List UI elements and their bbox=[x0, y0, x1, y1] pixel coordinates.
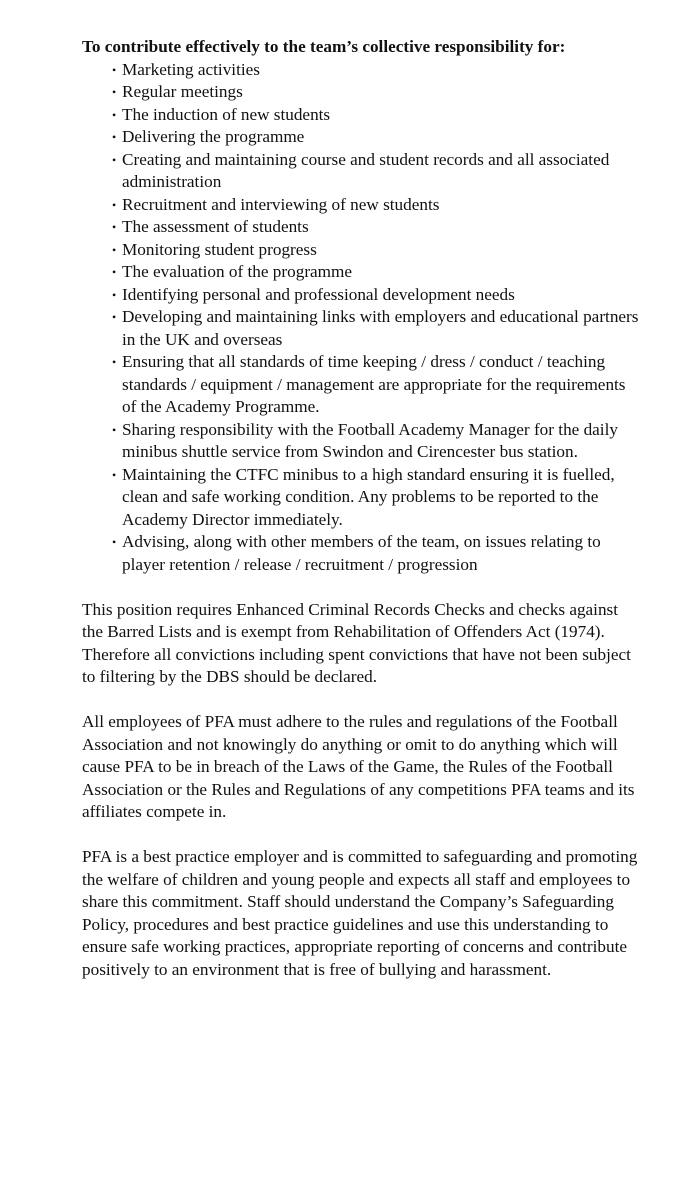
list-item bbox=[82, 59, 642, 82]
list-item-text: Ensuring that all standards of time keeping / dress / conduct / teaching standards / equipment / management are appropriate for the requirements of the Academy Programme. bbox=[122, 352, 626, 416]
list-item bbox=[82, 351, 642, 419]
list-item-text: Maintaining the CTFC minibus to a high standard ensuring it is fuelled, clean and safe working condition. Any problems to be reported to the Academy Director immediately. bbox=[122, 464, 615, 529]
list-item bbox=[82, 419, 642, 464]
bullet-icon: • bbox=[112, 535, 117, 549]
list-item bbox=[82, 194, 642, 217]
list-item-text: Monitoring student progress bbox=[122, 239, 317, 259]
bullet-icon: • bbox=[112, 152, 117, 167]
list-item bbox=[82, 306, 642, 351]
list-item-text: Identifying personal and professional development needs bbox=[122, 284, 515, 304]
list-item-text: Sharing responsibility with the Football Academy Manager for the daily minibus shuttle service from Swindon and Cirencester bus station. bbox=[122, 419, 618, 461]
list-item bbox=[82, 464, 642, 532]
bullet-icon: • bbox=[112, 467, 117, 482]
criminal-records-paragraph: This position requires Enhanced Criminal Records Checks and checks against the Barred Lists and is exempt from Rehabilitation of Offenders Act (1974). Therefore all convictions including spent convictions that have not been subject to filtering by the DBS should be declared. bbox=[82, 599, 631, 686]
bullet-icon: • bbox=[112, 242, 117, 257]
list-item bbox=[82, 126, 642, 149]
bullet-icon: • bbox=[112, 355, 117, 369]
safeguarding-paragraph: PFA is a best practice employer and is committed to safeguarding and promoting the welfare of children and young people and expects all staff and employees to share this commitment. Staff should understand the Company’s Safeguarding Policy, procedures and best practice guidelines and use this understanding to ensure safe working practices, appropriate reporting of concerns and contribute positively to an environment that is free of bullying and harassment. bbox=[82, 847, 638, 979]
list-item bbox=[82, 531, 642, 576]
list-item bbox=[82, 216, 642, 239]
bullet-icon: • bbox=[112, 85, 117, 99]
list-item bbox=[82, 104, 642, 127]
list-item-text: The evaluation of the programme bbox=[122, 262, 353, 281]
bullet-icon: • bbox=[112, 265, 117, 279]
list-item bbox=[82, 239, 642, 262]
list-item-text: Regular meetings bbox=[122, 82, 243, 101]
list-item-text: Advising, along with other members of the team, on issues relating to player retention / release / recruitment / progression bbox=[122, 532, 601, 574]
fa-rules-paragraph: All employees of PFA must adhere to the rules and regulations of the Football Association and not knowingly do anything or omit to do anything which will cause PFA to be in breach of the Laws of the Game, the Rules of the Football Association or the Rules and Regulations of any competitions PFA teams and its affiliates compete in. bbox=[82, 712, 635, 821]
list-item-text: Delivering the programme bbox=[122, 127, 305, 146]
bullet-icon: • bbox=[112, 220, 117, 234]
bullet-icon: • bbox=[112, 197, 117, 212]
list-item-text: Creating and maintaining course and student records and all associated administration bbox=[122, 149, 610, 191]
bullet-icon: • bbox=[112, 130, 117, 144]
list-item-text: The assessment of students bbox=[122, 217, 309, 236]
duties-list bbox=[82, 59, 642, 577]
list-item bbox=[82, 284, 642, 307]
bullet-icon: • bbox=[112, 62, 117, 77]
bullet-icon: • bbox=[112, 310, 117, 324]
list-item bbox=[82, 149, 642, 194]
list-item-text: Marketing activities bbox=[122, 59, 260, 79]
document-page bbox=[82, 36, 642, 981]
list-item bbox=[82, 81, 642, 104]
list-item-text: Recruitment and interviewing of new students bbox=[122, 194, 440, 214]
list-item bbox=[82, 261, 642, 284]
bullet-icon: • bbox=[112, 107, 117, 122]
list-item-text: Developing and maintaining links with employers and educational partners in the UK and overseas bbox=[122, 307, 639, 349]
list-item-text: The induction of new students bbox=[122, 104, 331, 124]
bullet-icon: • bbox=[112, 422, 117, 437]
bullet-icon: • bbox=[112, 287, 117, 302]
responsibilities-heading: To contribute effectively to the team’s collective responsibility for: bbox=[82, 37, 566, 56]
